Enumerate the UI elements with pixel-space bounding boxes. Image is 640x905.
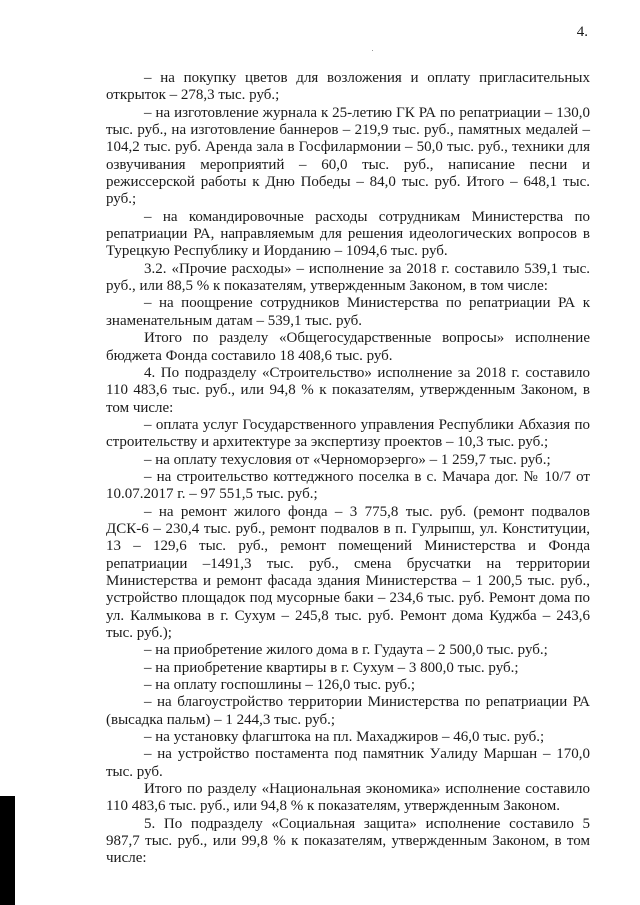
paragraph-expertise: – оплата услуг Государственного управления Республики Абхазия по строительству и архитектуре за экспертизу проектов – 10,3 тыс. руб.; — [106, 416, 590, 451]
paragraph-flagpole: – на установку флагштока на пл. Махаджиров – 46,0 тыс. руб.; — [144, 729, 545, 746]
paragraph-landscaping: – на благоустройство территории Министерства по репатриации РА (высадка пальм) – 1 244,3 тыс. руб.; — [106, 694, 590, 728]
paragraph-economy-total: Итого по разделу «Национальная экономика» исполнение составило 110 483,6 тыс. руб., или 94,8 % к показателям, утвержденным Законом. — [106, 781, 590, 815]
paragraph-travel: – на командировочные расходы сотрудникам Министерства по репатриации РА, направляемым для решения идеологических вопросов в Турецкую Республику и Иорданию – 1094,6 тыс. руб. — [106, 208, 590, 260]
scan-speck — [372, 50, 373, 51]
scan-edge-bar — [0, 796, 15, 905]
document-body — [106, 70, 590, 868]
page-number: 4. — [576, 24, 588, 40]
paragraph-construction: 4. По подразделу «Строительство» исполнение за 2018 г. составило 110 483,6 тыс. руб., или 94,8 % к показателям, утвержденным Законом, в том числе: — [106, 364, 590, 416]
paragraph-tech-conditions: – на оплату техусловия от «Черноморэерго» – 1 259,7 тыс. руб.; — [144, 451, 551, 468]
paragraph-journal: – на изготовление журнала к 25-летию ГК РА по репатриации – 130,0 тыс. руб., на изготовление баннеров – 219,9 тыс. руб., памятных медалей – 104,2 тыс. руб. Аренда зала в Госфилармонии – 50,0 тыс. руб., техники для озвучивания мероприятий – 60,0 тыс. руб., написание песни и режиссерской работы к Дню Победы – 84,0 тыс. руб. Итого – 648,1 тыс. руб.; — [106, 104, 590, 208]
paragraph-state-duty: – на оплату госпошлины – 126,0 тыс. руб.; — [144, 677, 416, 694]
paragraph-social-protection: 5. По подразделу «Социальная защита» исполнение составило 5 987,7 тыс. руб., или 99,8 % к показателям, утвержденным Законом, в том числе: — [106, 815, 590, 867]
paragraph-bonuses: – на поощрение сотрудников Министерства по репатриации РА к знаменательным датам – 539,1 тыс. руб. — [106, 295, 590, 329]
paragraph-flowers: – на покупку цветов для возложения и оплату пригласительных открыток – 278,3 тыс. руб.; — [106, 70, 590, 104]
paragraph-cottage: – на строительство коттеджного поселка в с. Мачара дог. № 10/7 от 10.07.2017 г. – 97 551,5 тыс. руб.; — [106, 468, 590, 503]
paragraph-sukhum-apartment: – на приобретение квартиры в г. Сухум – 3 800,0 тыс. руб.; — [144, 659, 519, 676]
paragraph-general-total: Итого по разделу «Общегосударственные вопросы» исполнение бюджета Фонда составило 18 408,6 тыс. руб. — [106, 330, 590, 364]
paragraph-gudauta-house: – на приобретение жилого дома в г. Гудаута – 2 500,0 тыс. руб.; — [144, 642, 548, 659]
paragraph-pedestal: – на устройство постамента под памятник Уалиду Маршан – 170,0 тыс. руб. — [106, 746, 590, 780]
paragraph-housing-repair: – на ремонт жилого фонда – 3 775,8 тыс. руб. (ремонт подвалов ДСК-6 – 230,4 тыс. руб., ремонт подвалов в п. Гулрыпш, ул. Конституции, 13 – 129,6 тыс. руб., ремонт помещений Министерства и Фонда репатриации –1491,3 тыс. руб., смена брусчатки на территории Министерства и ремонт фасада здания Министерства – 1 200,5 тыс. руб., устройство площадок под мусорные баки – 234,6 тыс. руб. Ремонт дома по ул. Калмыкова в г. Сухум – 245,8 тыс. руб. Ремонт дома Куджба – 243,6 тыс. руб.); — [106, 503, 590, 641]
paragraph-other-expenses: 3.2. «Прочие расходы» – исполнение за 2018 г. составило 539,1 тыс. руб., или 88,5 % к показателям, утвержденным Законом, в том числе: — [106, 260, 590, 295]
